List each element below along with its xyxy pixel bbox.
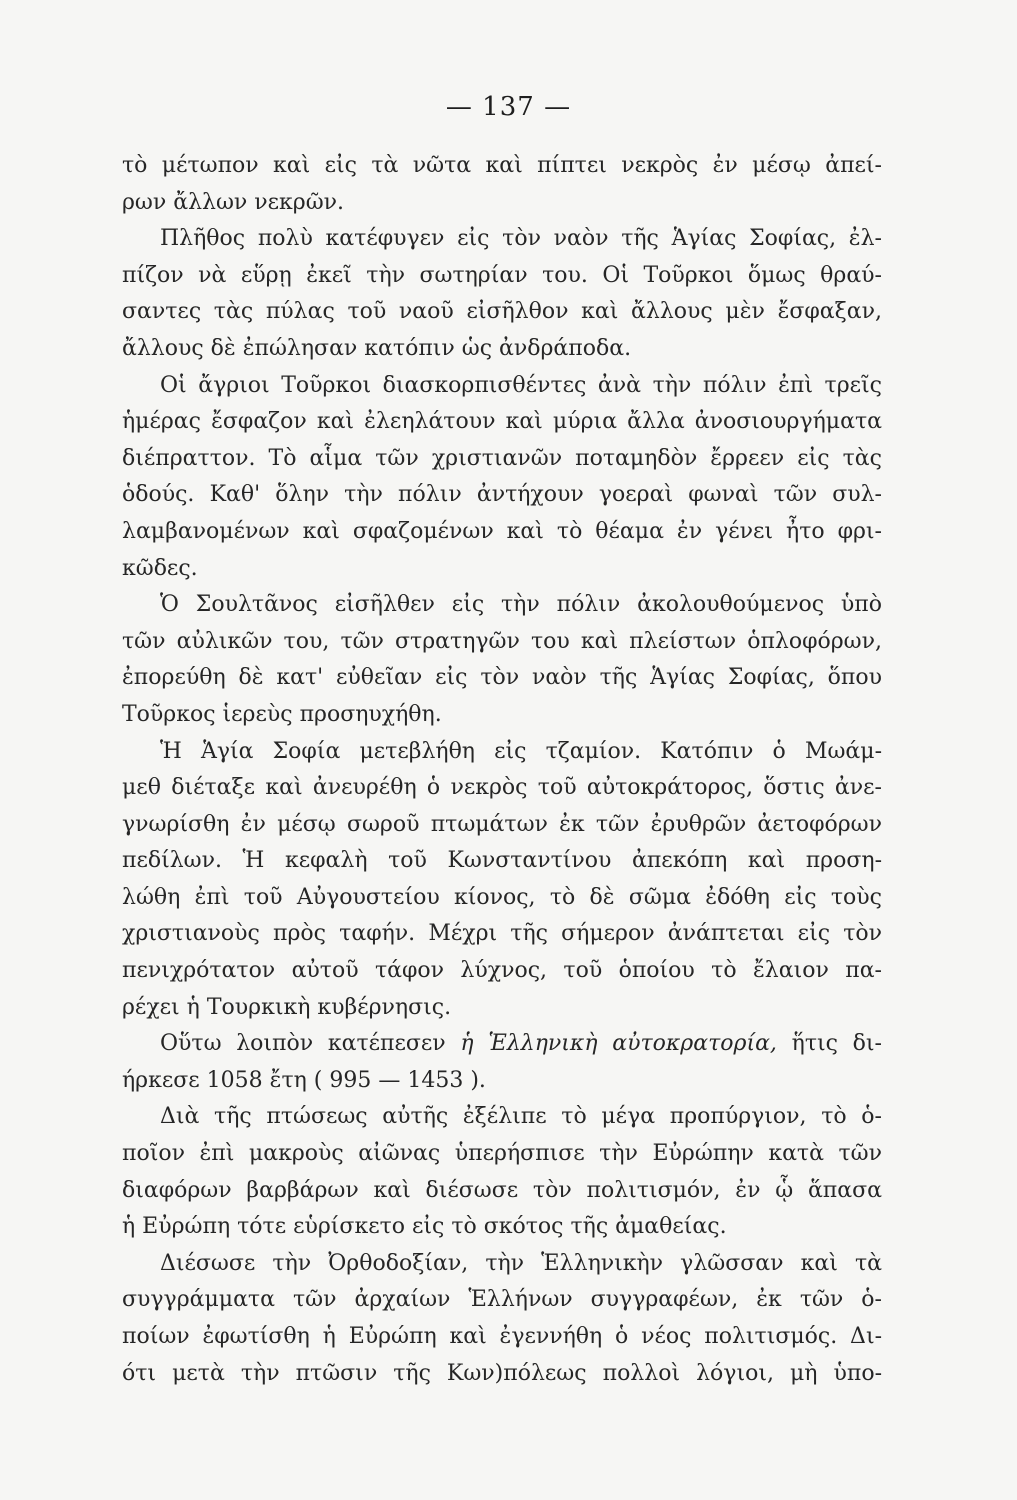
text-line: χριστιανοὺς πρὸς ταφήν. Μέχρι τῆς σήμερον ἀνάπτεται εἰς τὸν [122, 921, 882, 947]
text-line: ἐπορεύθη δὲ κατ' εὐθεῖαν εἰς τὸν ναὸν τῆς Ἁγίας Σοφίας, ὅπου [122, 665, 882, 691]
text-line: ἄλλους δὲ ἐπώλησαν κατόπιν ὡς ἀνδράποδα. [122, 335, 632, 361]
text-line: ἡ Εὐρώπη τότε εὑρίσκετο εἰς τὸ σκότος τῆς ἀμαθείας. [122, 1214, 727, 1240]
text-line: Διὰ τῆς πτώσεως αὐτῆς ἐξέλιπε τὸ μέγα προπύργιον, τὸ ὁ- [160, 1104, 882, 1130]
text-line: μεθ διέταξε καὶ ἀνευρέθη ὁ νεκρὸς τοῦ αὐτοκράτορος, ὅστις ἀνε- [122, 775, 882, 801]
text-line: ποῖον ἐπὶ μακροὺς αἰῶνας ὑπερήσπισε τὴν Εὐρώπην κατὰ τῶν [122, 1141, 882, 1167]
text-line: ότι μετὰ τὴν πτῶσιν τῆς Κων)πόλεως πολλοὶ λόγιοι, μὴ ὑπο- [122, 1360, 882, 1386]
text-line: ἡμέρας ἔσφαζον καὶ ἐλεηλάτουν καὶ μύρια ἄλλα ἀνοσιουργήματα [122, 409, 882, 435]
text-line: λώθη ἐπὶ τοῦ Αὐγουστείου κίονος, τὸ δὲ σῶμα ἐδόθη εἰς τοὺς [122, 884, 882, 910]
text-line: Ἡ Ἁγία Σοφία μετεβλήθη εἰς τζαμίον. Κατόπιν ὁ Μωάμ- [160, 738, 882, 764]
text-line: Διέσωσε τὴν Ὀρθοδοξίαν, τὴν Ἑλληνικὴν γλῶσσαν καὶ τὰ [160, 1250, 882, 1276]
text-line: γνωρίσθη ἐν μέσῳ σωροῦ πτωμάτων ἐκ τῶν ἐρυθρῶν ἀετοφόρων [122, 811, 882, 837]
text-line: ρων ἄλλων νεκρῶν. [122, 189, 345, 215]
text-line: ὁδούς. Καθ' ὅλην τὴν πόλιν ἀντήχουν γοεραὶ φωναὶ τῶν συλ- [122, 482, 882, 508]
text-line: Τοῦρκος ἱερεὺς προσηυχήθη. [122, 701, 442, 727]
text-line: σαντες τὰς πύλας τοῦ ναοῦ εἰσῆλθον καὶ ἄλλους μὲν ἔσφαξαν, [122, 299, 882, 325]
text-line-mixed [122, 1026, 882, 1063]
text-line: Οἱ ἄγριοι Τοῦρκοι διασκορπισθέντες ἀνὰ τὴν πόλιν ἐπὶ τρεῖς [160, 372, 882, 398]
text-line: πίζον νὰ εὕρῃ ἐκεῖ τὴν σωτηρίαν του. Οἱ Τοῦρκοι ὅμως θραύ- [122, 262, 882, 288]
text-span: Οὕτω λοιπὸν κατέπεσεν [160, 1031, 446, 1057]
text-line: ρέχει ἡ Τουρκικὴ κυβέρνησις. [122, 994, 452, 1020]
text-line: πεδίλων. Ἡ κεφαλὴ τοῦ Κωνσταντίνου ἀπεκόπη καὶ προση- [122, 848, 882, 874]
text-line: διαφόρων βαρβάρων καὶ διέσωσε τὸν πολιτισμόν, ἐν ᾧ ἅπασα [122, 1177, 882, 1203]
text-line: λαμβανομένων καὶ σφαζομένων καὶ τὸ θέαμα ἐν γένει ἦτο φρι- [122, 518, 882, 544]
text-line: κῶδες. [122, 555, 198, 581]
text-span: ἥτις δι- [791, 1031, 882, 1057]
text-line: συγγράμματα τῶν ἀρχαίων Ἑλλήνων συγγραφέων, ἐκ τῶν ὁ- [122, 1287, 882, 1313]
italic-phrase: ἡ Ἑλληνικὴ αὐτοκρατορία, [460, 1031, 777, 1057]
text-line: Ὁ Σουλτᾶνος εἰσῆλθεν εἰς τὴν πόλιν ἀκολουθούμενος ὑπὸ [160, 592, 882, 618]
page-number: — 137 — [445, 92, 572, 122]
body-text [122, 148, 882, 1392]
text-line: πενιχρότατον αὐτοῦ τάφον λύχνος, τοῦ ὁποίου τὸ ἔλαιον πα- [122, 958, 882, 984]
text-line: ήρκεσε 1058 ἔτη ( 995 — 1453 ). [122, 1067, 486, 1093]
text-line: Πλῆθος πολὺ κατέφυγεν εἰς τὸν ναὸν τῆς Ἁγίας Σοφίας, ἐλ- [160, 226, 882, 252]
text-line: τῶν αὐλικῶν του, τῶν στρατηγῶν του καὶ πλείστων ὁπλοφόρων, [122, 628, 882, 654]
text-line: διέπραττον. Τὸ αἷμα τῶν χριστιανῶν ποταμηδὸν ἔρρεεν εἰς τὰς [122, 445, 882, 471]
text-line: τὸ μέτωπον καὶ εἰς τὰ νῶτα καὶ πίπτει νεκρὸς ἐν μέσῳ ἀπεί- [122, 153, 882, 178]
text-line: ποίων ἐφωτίσθη ἡ Εὐρώπη καὶ ἐγεννήθη ὁ νέος πολιτισμός. Δι- [122, 1324, 882, 1349]
